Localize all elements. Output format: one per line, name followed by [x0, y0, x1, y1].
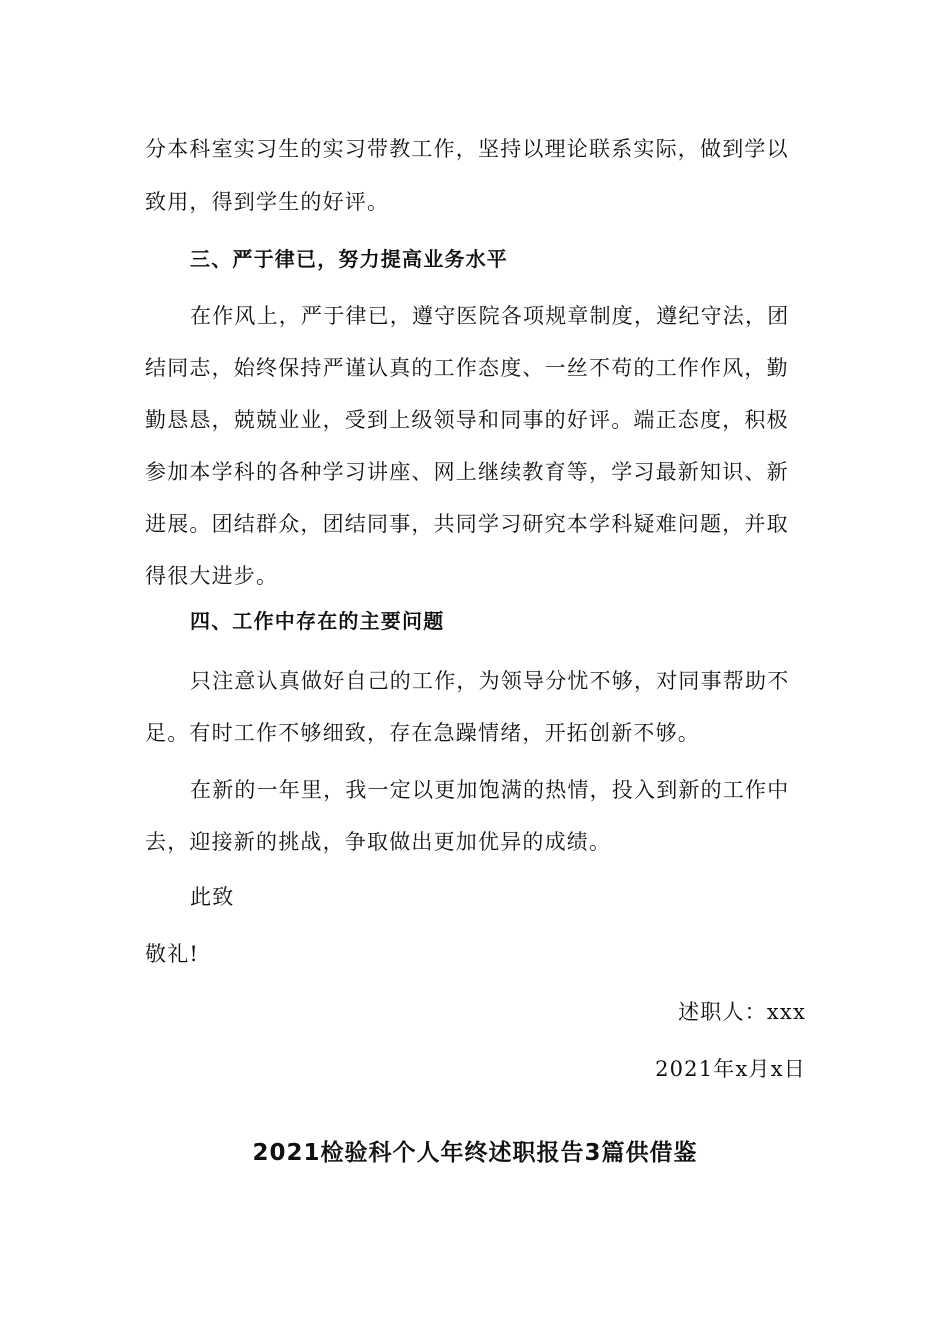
paragraph-line: 分本科室实习生的实习带教工作，坚持以理论联系实际，做到学以: [145, 137, 789, 161]
date: 2021年x月x日: [655, 1057, 806, 1081]
signature: 述职人：xxx: [678, 1000, 806, 1024]
paragraph-line: 去，迎接新的挑战，争取做出更加优异的成绩。: [145, 830, 612, 854]
paragraph-line: 勤恳恳，兢兢业业，受到上级领导和同事的好评。端正态度，积极: [145, 408, 789, 432]
paragraph-line: 只注意认真做好自己的工作，为领导分忧不够，对同事帮助不: [190, 669, 790, 693]
section-heading-4: 四、工作中存在的主要问题: [190, 609, 445, 633]
section-heading-3: 三、严于律已，努力提高业务水平: [190, 247, 508, 271]
paragraph-line: 致用，得到学生的好评。: [145, 190, 390, 214]
paragraph-line: 进展。团结群众，团结同事，共同学习研究本学科疑难问题，并取: [145, 512, 789, 536]
next-document-title: 2021检验科个人年终述职报告3篇供借鉴: [252, 1140, 698, 1166]
paragraph-line: 在作风上，严于律已，遵守医院各项规章制度，遵纪守法，团: [190, 304, 790, 328]
paragraph-line: 得很大进步。: [145, 564, 279, 588]
closing-regards: 敬礼!: [145, 942, 200, 966]
paragraph-line: 在新的一年里，我一定以更加饱满的热情，投入到新的工作中: [190, 778, 790, 802]
paragraph-line: 参加本学科的各种学习讲座、网上继续教育等，学习最新知识、新: [145, 460, 789, 484]
closing-salutation: 此致: [190, 885, 235, 909]
paragraph-line: 结同志，始终保持严谨认真的工作态度、一丝不苟的工作作风，勤: [145, 356, 789, 380]
paragraph-line: 足。有时工作不够细致，存在急躁情绪，开拓创新不够。: [145, 721, 700, 745]
